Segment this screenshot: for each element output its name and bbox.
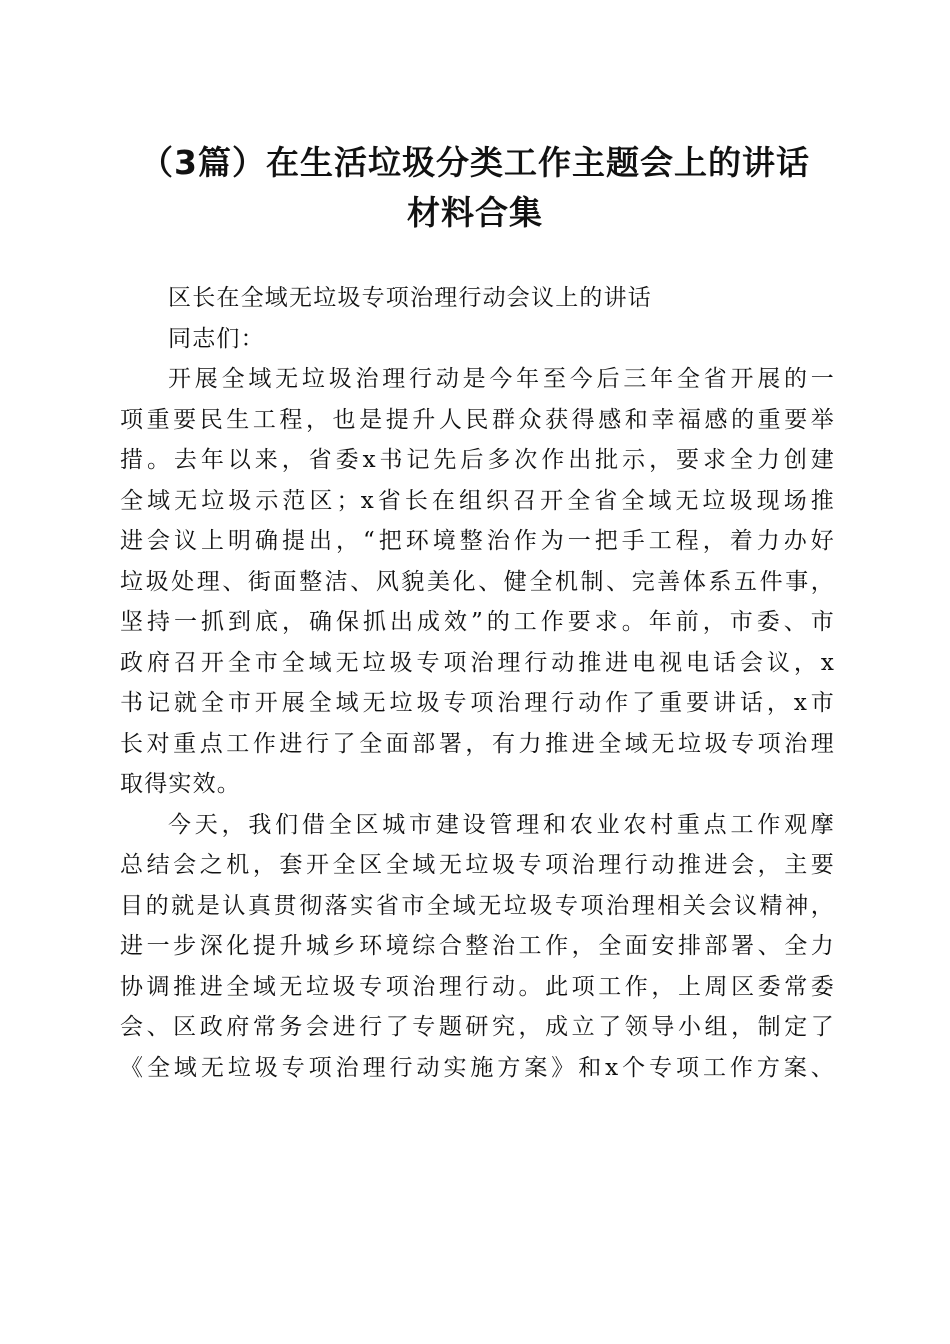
document-title (100, 138, 850, 238)
text-line: 垃圾处理、街面整洁、风貌美化、健全机制、完善体系五件事， (120, 568, 835, 595)
title-line: 材料合集 (407, 193, 543, 232)
paragraph-2 (120, 805, 835, 1089)
text-line: 长对重点工作进行了全面部署，有力推进全域无垃圾专项治理 (120, 730, 835, 757)
text-line: 坚持一抓到底，确保抓出成效”的工作要求。年前，市委、市 (120, 609, 835, 635)
text-line: 取得实效。 (120, 771, 241, 797)
text-line: 进一步深化提升城乡环境综合整治工作，全面安排部署、全力 (120, 933, 835, 959)
text-line: 今天，我们借全区城市建设管理和农业农村重点工作观摩 (168, 811, 835, 838)
text-line: 总结会之机，套开全区全域无垃圾专项治理行动推进会，主要 (120, 852, 835, 878)
paragraph-1 (120, 359, 835, 805)
document-body (120, 278, 835, 1088)
text-line: 进会议上明确提出，“把环境整治作为一把手工程，着力办好 (120, 528, 835, 554)
greeting: 同志们： (168, 325, 265, 352)
text-line: 政府召开全市全域无垃圾专项治理行动推进电视电话会议，x (120, 649, 835, 676)
text-line: 目的就是认真贯彻落实省市全域无垃圾专项治理相关会议精神， (120, 892, 835, 919)
text-line: 协调推进全域无垃圾专项治理行动。此项工作，上周区委常委 (120, 973, 835, 1000)
text-line: 全域无垃圾示范区；x省长在组织召开全省全域无垃圾现场推 (120, 487, 835, 514)
text-line: 《全域无垃圾专项治理行动实施方案》和x个专项工作方案、 (120, 1054, 835, 1081)
speech-subtitle: 区长在全域无垃圾专项治理行动会议上的讲话 (168, 285, 652, 311)
text-line: 书记就全市开展全域无垃圾专项治理行动作了重要讲话，x市 (120, 690, 835, 716)
text-line: 开展全域无垃圾治理行动是今年至今后三年全省开展的一 (168, 366, 835, 392)
text-line: 项重要民生工程，也是提升人民群众获得感和幸福感的重要举 (120, 406, 835, 433)
title-line: （3篇）在生活垃圾分类工作主题会上的讲话 (140, 143, 810, 182)
text-line: 会、区政府常务会进行了专题研究，成立了领导小组，制定了 (120, 1014, 835, 1040)
text-line: 措。去年以来，省委x书记先后多次作出批示，要求全力创建 (120, 447, 835, 473)
